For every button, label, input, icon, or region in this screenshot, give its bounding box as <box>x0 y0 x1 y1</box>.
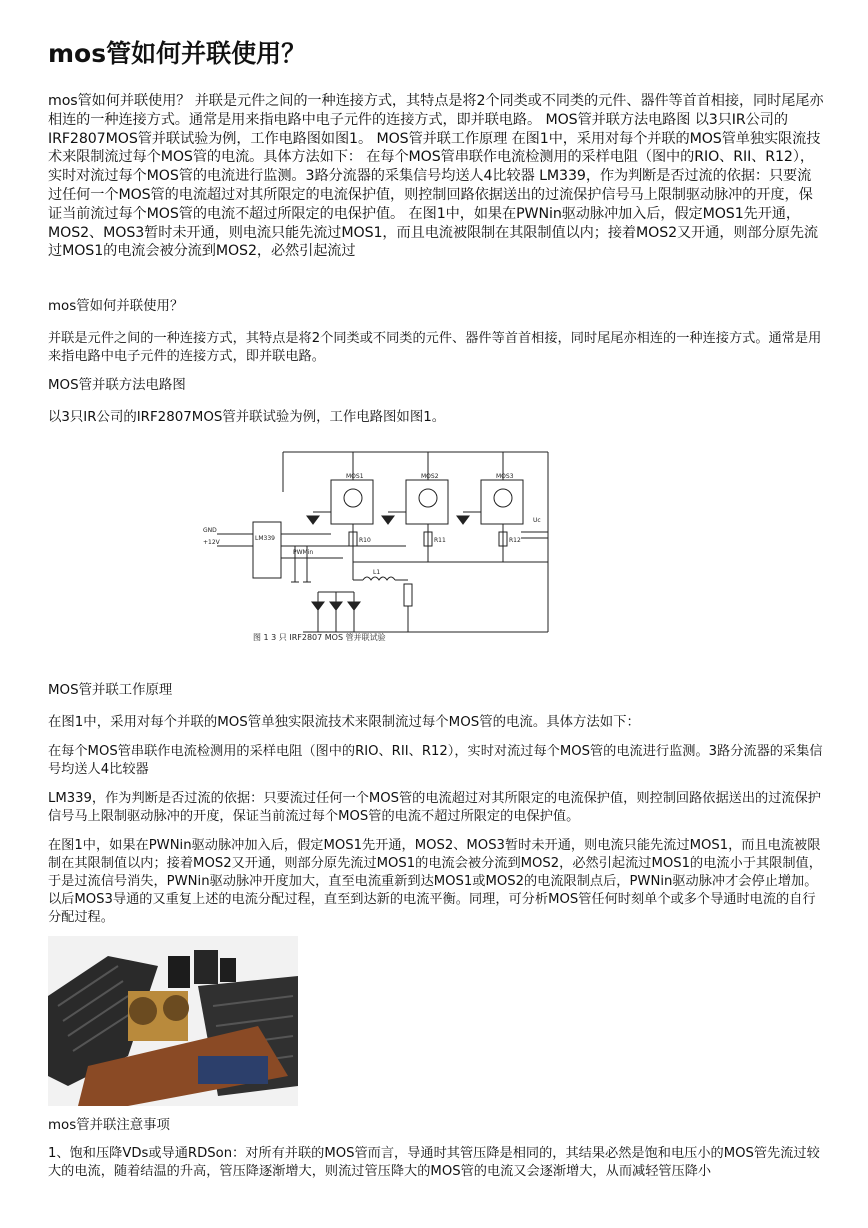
heading-circuit: MOS管并联方法电路图 <box>48 378 186 393</box>
vcc-label: +12V <box>203 539 220 546</box>
paragraph-lm339: LM339，作为判断是否过流的依据：只要流过任何一个MOS管的电流超过对其所限定的电流保护值，则控制回路依据送出的过流保护信号马上限制驱动脉冲的开度，保证当前流过每个MOS管的电流不超过所限定的电保护值。 <box>48 791 821 824</box>
paragraph-definition: 并联是元件之间的一种连接方式，其特点是将2个同类或不同类的元件、器件等首首相接，同时尾尾亦相连的一种连接方式。通常是用来指电路中电子元件的连接方式，即并联电路。 <box>48 331 822 364</box>
gnd-label: GND <box>203 527 217 534</box>
paragraph-example: 以3只IR公司的IRF2807MOS管并联试验为例，工作电路图如图1。 <box>48 410 446 425</box>
amplifier-board-photo <box>48 936 298 1106</box>
output-voltage-label: Uc <box>533 517 541 524</box>
figure-caption: 图 1 3 只 IRF2807 MOS 管并联试验 <box>253 633 386 642</box>
mos1-label: MOS1 <box>346 473 364 480</box>
heading-principle: MOS管并联工作原理 <box>48 683 173 698</box>
inductor-label: L1 <box>373 569 381 576</box>
paragraph-principle-intro: 在图1中，采用对每个并联的MOS管单独实限流技术来限制流过每个MOS管的电流。具体方法如下： <box>48 715 640 730</box>
circuit-diagram-figure <box>203 442 565 648</box>
paragraph-precaution-1: 1、饱和压降VDs或导通RDSon：对所有并联的MOS管而言，导通时其管压降是相同的，其结果必然是饱和电压小的MOS管先流过较大的电流，随着结温的升高，管压降逐渐增大，则流过管压降大的MOS管的电流又会逐渐增大，从而减轻管压降小 <box>48 1146 820 1179</box>
r10-label: R10 <box>359 537 371 544</box>
r11-label: R11 <box>434 537 446 544</box>
heading-precautions: mos管并联注意事项 <box>48 1118 170 1133</box>
mos3-label: MOS3 <box>496 473 514 480</box>
paragraph-current-sharing: 在图1中，如果在PWNin驱动脉冲加入后，假定MOS1先开通，MOS2、MOS3暂时未开通，则电流只能先流过MOS1，而且电流被限制在其限制值以内；接着MOS2又开通，则部分原先流过MOS1的电流会被分流到MOS2，必然引起流过MOS1的电流小于其限制值，于是过流信号消失，PWNin驱动脉冲开度加大，直至电流重新到达MOS1或MOS2的电流限制点后，PWNin驱动脉冲才会停止增加。以后MOS3导通的又重复上述的电流分配过程，直至到达新的电流平衡。同理，可分析MOS管任何时刻单个或多个导通时电流的自行分配过程。 <box>48 838 822 925</box>
controller-ic-label: LM339 <box>255 535 275 542</box>
paragraph-sampling: 在每个MOS管串联作电流检测用的采样电阻（图中的RIO、RII、R12），实时对流过每个MOS管的电流进行监测。3路分流器的采集信号均送人4比较器 <box>48 744 823 777</box>
pwm-label: PWMin <box>293 549 314 556</box>
heading-question: mos管如何并联使用？ <box>48 299 184 314</box>
lead-paragraph: mos管如何并联使用？ 并联是元件之间的一种连接方式，其特点是将2个同类或不同类的元件、器件等首首相接，同时尾尾亦相连的一种连接方式。通常是用来指电路中电子元件的连接方式，即并联电路。 MOS管并联方法电路图 以3只IR公司的IRF2807MOS管并联试验为例，工作电路图如图1。 MOS管并联工作原理 在图1中，采用对每个并联的MOS管单独实限流技术来限制流过每个MOS管的电流。具体方法如下： 在每个MOS管串联作电流检测用的采样电阻（图中的RIO、RII、R12），实时对流过每个MOS管的电流进行监测。3路分流器的采集信号均送人4比较器 LM339，作为判断是否过流的依据：只要流过任何一个MOS管的电流超过对其所限定的电流保护值，则控制回路依据送出的过流保护信号马上限制驱动脉冲的开度，保证当前流过每个MOS管的电流不超过所限定的电保护值。 在图1中，如果在PWNin驱动脉冲加入后，假定MOS1先开通，MOS2、MOS3暂时未开通，则电流只能先流过MOS1，而且电流被限制在其限制值以内；接着MOS2又开通，则部分原先流过MOS1的电流会被分流到MOS2，必然引起流过 <box>48 93 824 260</box>
r12-label: R12 <box>509 537 521 544</box>
mos2-label: MOS2 <box>421 473 439 480</box>
page-title: mos管如何并联使用？ <box>48 39 307 68</box>
